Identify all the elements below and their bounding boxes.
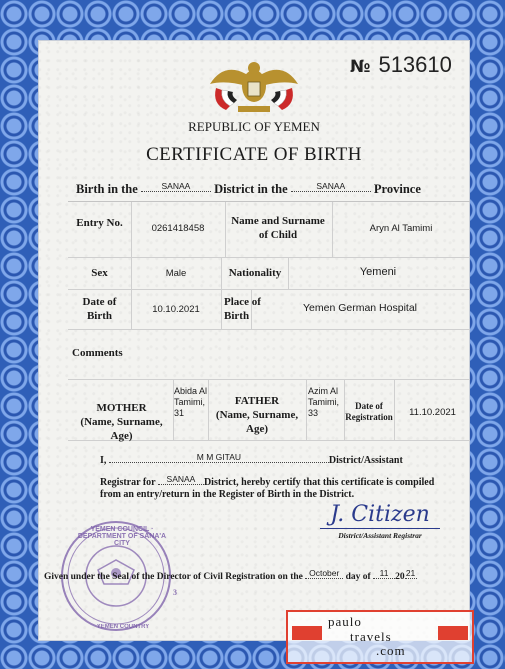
i-label: I, — [100, 455, 107, 466]
birth-in-label: Birth in the — [76, 182, 138, 196]
district-label: District in the — [214, 182, 288, 196]
given-text: Given under the Seal of the Director of Civil Registration on the — [44, 572, 303, 582]
birth-location-line — [76, 181, 421, 197]
given-under-seal-line — [44, 568, 417, 582]
registrar-for-line — [100, 474, 434, 488]
sex-label: Sex — [91, 267, 108, 279]
pob-value: Yemen German Hospital — [302, 302, 417, 314]
given-day: 11 — [373, 568, 395, 579]
father-label — [208, 395, 306, 436]
dob-value: 10.10.2021 — [152, 304, 200, 315]
child-name-value: Aryn Al Tamimi — [369, 223, 433, 234]
watermark-red-bar-left — [292, 626, 322, 640]
given-month: October — [305, 568, 343, 579]
pob-label: Place of Birth — [224, 296, 261, 322]
entry-no-label: Entry No. — [76, 217, 123, 229]
seal-inner-text: YEMEN COUNTRY — [96, 624, 150, 630]
certify-text-line-2: from an entry/return in the Register of Birth in the District. — [100, 489, 355, 500]
seal-outer-text: YEMEN COUNCIL · DEPARTMENT OF SANA'A CITY — [77, 526, 167, 547]
certificate-paper — [38, 40, 470, 658]
mother-value: Abida Al Tamimi, 31 — [174, 386, 208, 418]
watermark-line-2: travels — [350, 629, 392, 644]
watermark-line-1: paulo — [328, 614, 362, 629]
father-value: Azim Al Tamimi, 33 — [308, 386, 339, 418]
watermark-red-bar-right — [438, 626, 468, 640]
serial-value: 513610 — [378, 52, 452, 77]
serial-symbol: № — [350, 57, 371, 77]
registrar-name: M M GITAU — [109, 452, 329, 463]
details-table — [68, 201, 470, 442]
dob-label: Date of Birth — [82, 296, 117, 322]
year-prefix: 20 — [395, 572, 405, 582]
reg-date-value: 11.10.2021 — [409, 407, 456, 418]
republic-heading: REPUBLIC OF YEMEN — [188, 119, 320, 134]
watermark-logo — [286, 610, 474, 664]
mother-title: MOTHER — [96, 402, 147, 414]
sex-value: Male — [165, 268, 187, 279]
registrar-for-value: SANAA — [158, 474, 204, 485]
signature-role: District/Assistant Registrar — [338, 531, 422, 540]
watermark-line-3: .com — [376, 643, 406, 658]
district-assistant-label: District/Assistant — [328, 455, 403, 466]
given-year: 21 — [405, 568, 416, 578]
birth-in-value: SANAA — [141, 181, 211, 192]
nationality-value: Yemeni — [359, 266, 397, 278]
province-label: Province — [373, 182, 421, 196]
signature-block — [320, 502, 440, 542]
nationality-label: Nationality — [228, 267, 282, 279]
comments-label: Comments — [72, 347, 123, 359]
district-value: SANAA — [291, 181, 371, 192]
day-label: day of — [345, 572, 371, 582]
entry-no-value: 0261418458 — [151, 223, 205, 234]
certify-text: District, hereby certify that this certificate is compiled — [203, 477, 435, 488]
mother-label — [70, 402, 173, 443]
certificate-title: CERTIFICATE OF BIRTH — [146, 144, 362, 165]
registrar-for-label: Registrar for — [100, 477, 156, 488]
reg-date-label: Date of Registration — [345, 401, 393, 423]
father-subtitle: (Name, Surname, Age) — [215, 408, 299, 435]
mother-subtitle: (Name, Surname, Age) — [80, 415, 163, 442]
signature: J. Citizen — [320, 502, 440, 529]
registrar-line — [100, 452, 403, 466]
serial-number — [350, 52, 452, 78]
father-title: FATHER — [234, 395, 280, 407]
child-name-label: Name and Surname of Child — [231, 215, 325, 241]
seal-number: 3 — [173, 588, 177, 597]
eagle-emblem-icon — [206, 56, 302, 118]
